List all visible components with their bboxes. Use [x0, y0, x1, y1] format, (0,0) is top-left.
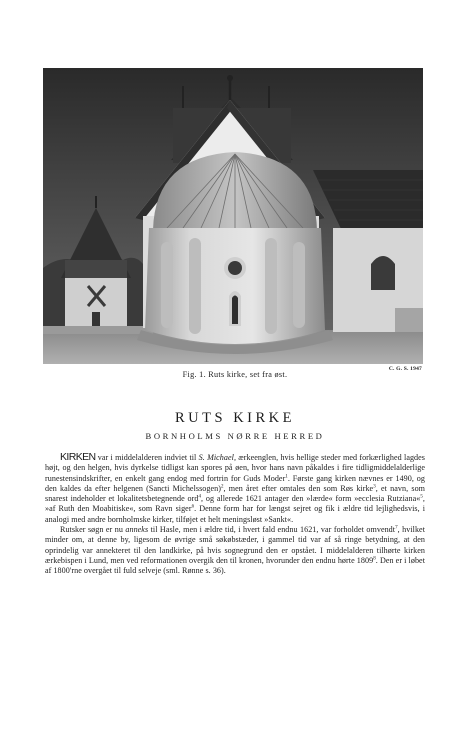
footnote-ref: 1 [285, 473, 288, 479]
footnote-ref: 2 [220, 484, 224, 490]
lead-word: KIRKEN [60, 451, 96, 463]
figure-caption: Fig. 1. Ruts kirke, set fra øst. [182, 370, 288, 379]
paragraph-2: Rutsker søgn er nu anneks til Hasle, men i ældre tid, i hvert fald endnu 1621, var forholdet omvendt$^7$, hvilket minder om, at denne by, ligesom de øvrige små søkøbstæder, i gammel tid var af så ringe betydning, at den oprindelig var annekteret til den landkirke, på hvis sognegrund den er opstået. I middelalderen tilhørte kirken ærkebispen i Lund, men ved reformationen overgik den til kronen, hvorunder den endnu hørte 1809$^8$. Den er i løbet af 1800'rne overgået til fuld selveje (sml. Rønne s. 36). [45, 525, 425, 576]
footnote-ref: 3 [373, 484, 376, 490]
body-text [45, 452, 425, 577]
page-title: RUTS KIRKE [175, 410, 295, 426]
paragraph-1: KIRKEN var i middelalderen indviet til S. Michael, ærkeenglen, hvis hellige steder med forkærlighed lagdes højt, og den helgen, hvis dyrkelse tidligst kan spores på øen, hvor hans navn påkaldes i fire tidligmiddelalderlige runestensindskrifter, en enkelt gang endog med fortrin for Guds Moder$^1$. Første gang kirken nævnes er 1490, og den kaldes da efter helgenen (Sancti Michelssogen)$^2$, men året efter omtales den som Røs kirke$^3$, et navn, som snarest indeholder et lokalitetsbetegnende ord$^4$, og allerede 1621 antager den »lærde« form »ecclesia Rutziana«$^5$, »af Ruth den Moabitiske«, som Ravn siger$^6$. Denne form har for længst sejret og fik i ældre tid lejlighedsvis, i analogi med andre bornholmske kirker, tilføjet et helt meningsløst »Sankt«. [45, 451, 426, 524]
footnote-ref: 6 [191, 504, 195, 510]
photo-credit: C. G. S. 1947 [388, 366, 422, 372]
church-photograph [43, 68, 423, 364]
footnote-ref: 4 [198, 494, 201, 500]
footnote-ref: 8 [373, 556, 376, 562]
footnote-ref: 7 [395, 525, 398, 531]
page-subtitle: BORNHOLMS NØRRE HERRED [145, 431, 325, 441]
footnote-ref: 5 [420, 494, 423, 500]
